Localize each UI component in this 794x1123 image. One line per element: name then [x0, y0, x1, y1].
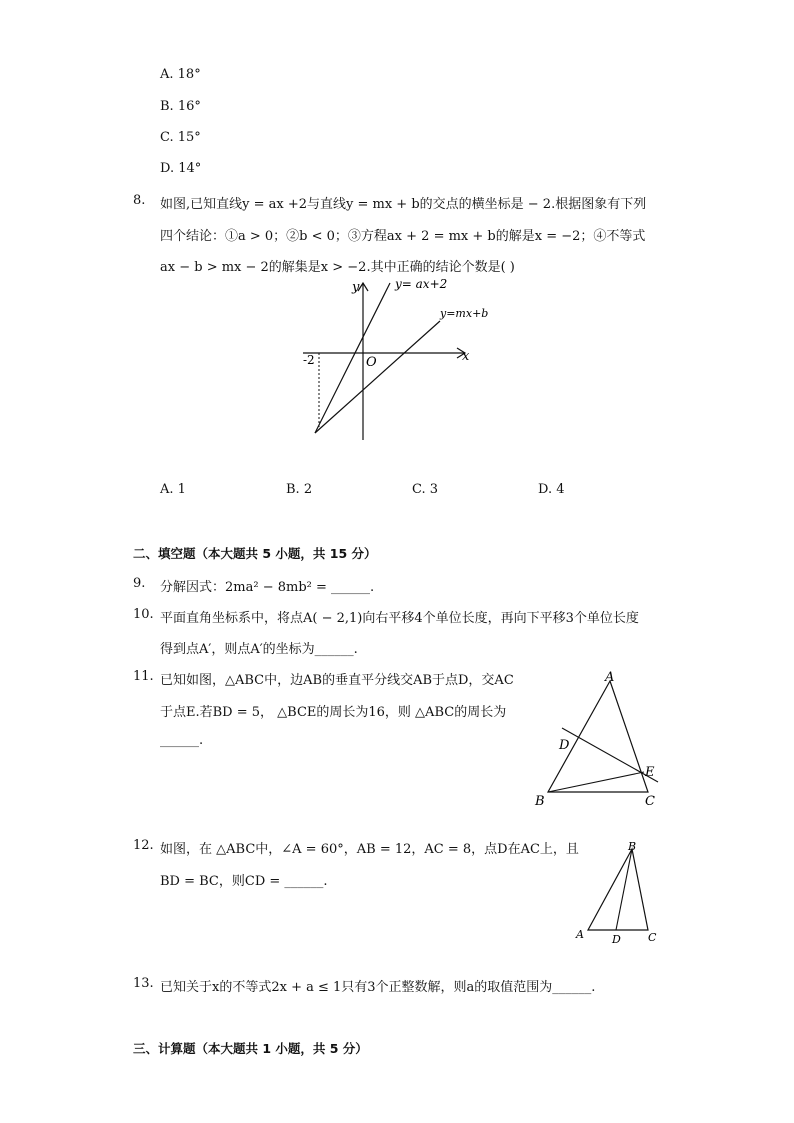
- label-x: x: [462, 349, 470, 364]
- line-ax-plus-2: [315, 283, 390, 433]
- line-mx-plus-b: [315, 321, 440, 433]
- q11-number: 11.: [133, 669, 154, 684]
- label-e: E: [645, 765, 655, 780]
- label-neg2: -2: [303, 353, 315, 367]
- q9-number: 9.: [133, 576, 146, 591]
- q8-line-2: 四个结论：①a > 0；②b < 0；③方程ax + 2 = mx + b的解是x = −2；④不等式: [160, 229, 646, 244]
- q12-figure: [570, 835, 670, 950]
- q11-line-1: 已知如图，△ABC中，边AB的垂直平分线交AB于点D，交AC: [160, 673, 514, 688]
- label-a: A: [605, 670, 615, 685]
- q12-line-1: 如图，在 △ABC中，∠A = 60°，AB = 12，AC = 8，点D在AC上，且: [160, 842, 579, 857]
- q12-number: 12.: [133, 838, 154, 853]
- q8-line-3: ax − b > mx − 2的解集是x > −2.其中正确的结论个数是( ): [160, 260, 515, 275]
- q8-option-c: C. 3: [412, 482, 439, 497]
- triangle-abc: [548, 681, 648, 792]
- label-b: B: [628, 840, 637, 853]
- q8-line-1: 如图,已知直线y = ax +2与直线y = mx + b的交点的横坐标是 − 2.根据图象有下列: [160, 197, 647, 212]
- q13-text: 已知关于x的不等式2x + a ≤ 1只有3个正整数解，则a的取值范围为______.: [160, 980, 596, 995]
- q8-option-a: A. 1: [160, 482, 186, 497]
- q8-number: 8.: [133, 193, 146, 208]
- label-line-2: y=mx+b: [440, 307, 489, 320]
- label-d: D: [559, 738, 570, 753]
- label-b: B: [535, 794, 545, 809]
- perpendicular-bisector: [562, 728, 658, 782]
- segment-bd: [616, 849, 632, 930]
- q13-number: 13.: [133, 976, 154, 991]
- q11-line-2: 于点E.若BD = 5， △BCE的周长为16，则 △ABC的周长为: [160, 705, 507, 720]
- q10-line-1: 平面直角坐标系中，将点A( − 2,1)向右平移4个单位长度，再向下平移3个单位长度: [160, 611, 639, 626]
- label-c: C: [645, 794, 655, 809]
- q11-line-3: ______.: [160, 733, 204, 748]
- q7-option-c: C. 15°: [160, 130, 201, 145]
- q7-option-a: A. 18°: [160, 67, 201, 82]
- q7-option-b: B. 16°: [160, 99, 201, 114]
- label-y: y: [352, 280, 360, 295]
- q10-line-2: 得到点A′，则点A′的坐标为______.: [160, 642, 358, 657]
- label-d: D: [612, 933, 621, 946]
- q10-number: 10.: [133, 607, 154, 622]
- q7-option-d: D. 14°: [160, 161, 202, 176]
- q9-text: 分解因式：2ma² − 8mb² = ______.: [160, 580, 375, 595]
- q8-option-b: B. 2: [286, 482, 313, 497]
- label-a: A: [576, 928, 584, 941]
- q12-line-2: BD = BC，则CD = ______.: [160, 874, 328, 889]
- segment-be: [548, 772, 644, 792]
- q8-graph: [295, 275, 505, 445]
- q8-option-d: D. 4: [538, 482, 565, 497]
- label-line-1: y= ax+2: [395, 277, 448, 291]
- section-2-heading: 二、填空题（本大题共 5 小题，共 15 分）: [133, 546, 377, 561]
- q11-figure: [525, 665, 670, 810]
- label-origin: O: [366, 355, 377, 370]
- label-c: C: [648, 931, 657, 944]
- section-3-heading: 三、计算题（本大题共 1 小题，共 5 分）: [133, 1041, 368, 1056]
